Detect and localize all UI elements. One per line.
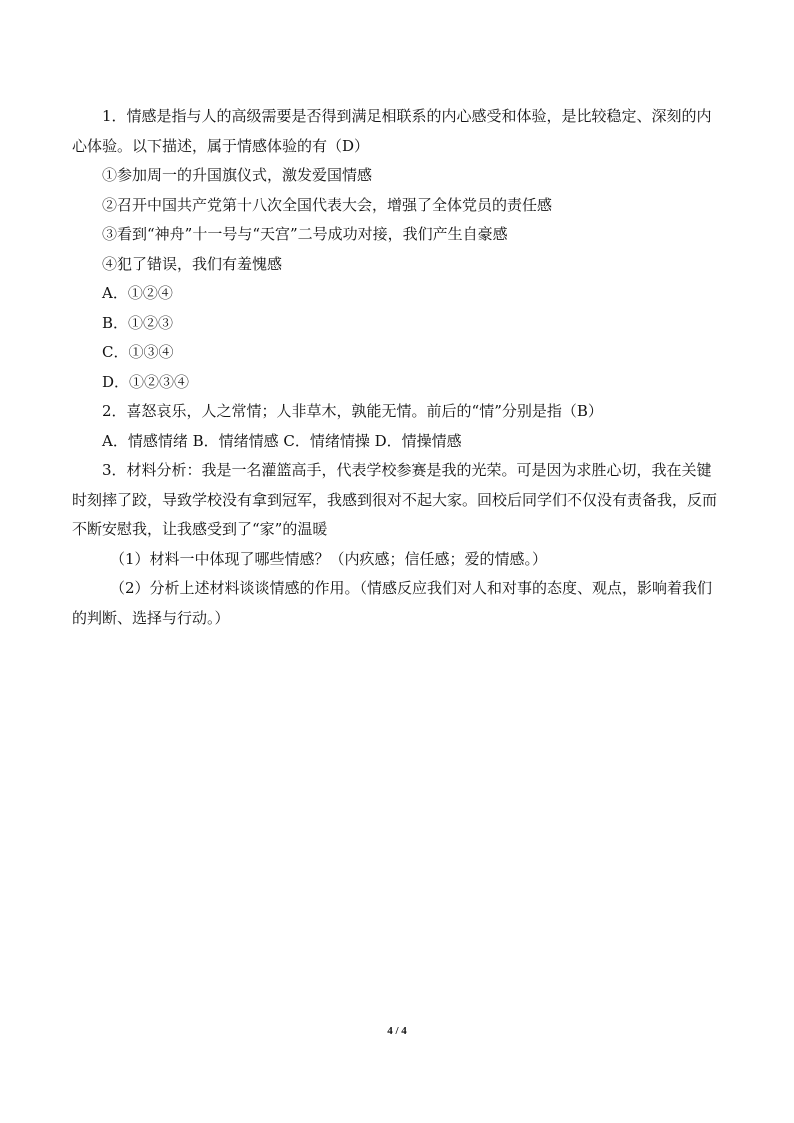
question-1-option-a: A．①②④: [102, 284, 173, 302]
question-1-option-c: C．①③④: [102, 343, 174, 361]
question-1-item-4: ④犯了错误，我们有羞愧感: [102, 254, 283, 273]
question-1-item-3: ③看到“神舟”十一号与“天宫”二号成功对接，我们产生自豪感: [102, 225, 508, 243]
question-1-item-2: ②召开中国共产党第十八次全国代表大会，增强了全体党员的责任感: [102, 195, 553, 214]
question-1-option-b: B．①②③: [102, 313, 174, 332]
question-1-item-1: ①参加周一的升国旗仪式，激发爱国情感: [102, 166, 373, 184]
question-3-sub-2: （2）分析上述材料谈谈情感的作用。（情感反应我们对人和对事的态度、观点，影响着我们的判断、选择与行动。）: [72, 579, 713, 627]
question-3-sub-1: （1）材料一中体现了哪些情感？（内疚感；信任感；爱的情感。）: [110, 549, 548, 568]
question-3-stem: 3．材料分析：我是一名灌篮高手，代表学校参赛是我的光荣。可是因为求胜心切，我在关键时刻摔了跤，导致学校没有拿到冠军，我感到很对不起大家。回校后同学们不仅没有责备我，反而不断安慰我，让我感受到了“家”的温暖: [72, 461, 718, 538]
question-1-option-d: D．①②③④: [102, 372, 190, 391]
question-1-stem: 1．情感是指与人的高级需要是否得到满足相联系的内心感受和体验，是比较稳定、深刻的内心体验。以下描述，属于情感体验的有（D）: [72, 107, 712, 155]
question-2-options: A．情感情绪 B．情绪情感 C．情绪情操 D．情操情感: [102, 431, 462, 450]
question-2-stem: 2．喜怒哀乐，人之常情；人非草木，孰能无情。前后的“情”分别是指（B）: [102, 402, 603, 420]
document-body: [72, 102, 722, 633]
page-number: 4 / 4: [387, 1025, 407, 1037]
